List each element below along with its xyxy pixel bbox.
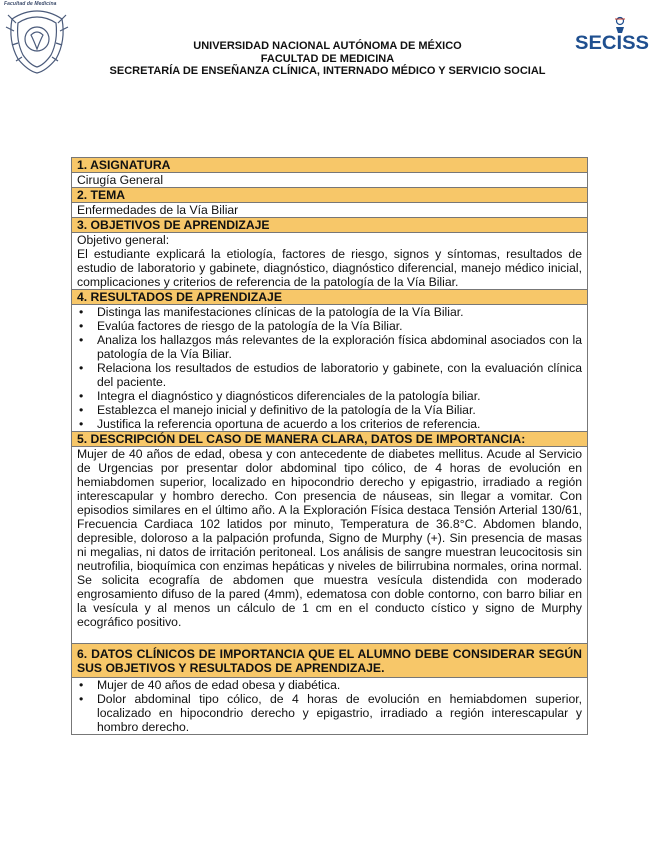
datos-body (72, 677, 587, 734)
seciss-logo-text: SECISS (575, 33, 649, 54)
document-header (0, 0, 655, 90)
heading-line-secretariat: SECRETARÍA DE ENSEÑANZA CLÍNICA, INTERNADO MÉDICO Y SERVICIO SOCIAL (109, 65, 546, 77)
list-item: • Dolor abdominal tipo cólico, de 4 horas de evolución en hemiabdomen superior, localizado en hipocondrio derecho y epigastrio, irradiado a región interescapular y hombro derecho. (77, 692, 582, 734)
heading-line-faculty: FACULTAD DE MEDICINA (260, 52, 395, 65)
resultados-body (72, 304, 587, 431)
section-header-caso: 5. DESCRIPCIÓN DEL CASO DE MANERA CLARA, DATOS DE IMPORTANCIA: (72, 431, 587, 446)
seciss-logo (575, 14, 650, 56)
case-table (71, 157, 588, 735)
list-item: • Distinga las manifestaciones clínicas de la patología de la Vía Biliar. (77, 305, 582, 319)
section-header-asignatura: 1. ASIGNATURA (72, 158, 587, 172)
asignatura-value: Cirugía General (72, 172, 587, 187)
section-header-resultados: 4. RESULTADOS DE APRENDIZAJE (72, 289, 587, 304)
list-item: • Mujer de 40 años de edad obesa y diabética. (77, 678, 582, 692)
resultados-list (77, 305, 582, 431)
heading-line-university: UNIVERSIDAD NACIONAL AUTÓNOMA DE MÉXICO (193, 40, 462, 52)
objetivo-general-text: El estudiante explicará la etiología, factores de riesgo, signos y síntomas, resultados de estudio de laboratorio y gabinete, diagnóstico, diagnóstico diferencial, manejo médico inicial, complicaciones y criterios de referencia de la patología de la Vía Biliar. (77, 247, 582, 289)
list-item: • Analiza los hallazgos más relevantes de la exploración física abdominal asociados con la patología de la Vía Biliar. (77, 333, 582, 361)
list-item: • Integra el diagnóstico y diagnósticos diferenciales de la patología biliar. (77, 389, 582, 403)
objetivos-body (72, 232, 587, 289)
seciss-emblem-icon (615, 18, 625, 34)
list-item: • Justifica la referencia oportuna de acuerdo a los criterios de referencia. (77, 417, 582, 431)
list-item: • Relaciona los resultados de estudios de laboratorio y gabinete, con la evaluación clínica del paciente. (77, 361, 582, 389)
objetivo-general-label: Objetivo general: (77, 233, 170, 247)
datos-list (77, 678, 582, 734)
unam-logo-caption: Facultad de Medicina (4, 1, 57, 7)
section-header-datos: 6. DATOS CLÍNICOS DE IMPORTANCIA QUE EL ALUMNO DEBE CONSIDERAR SEGÚN SUS OBJETIVOS Y RESULTADOS DE APRENDIZAJE. (72, 643, 587, 677)
list-item: • Establezca el manejo inicial y definitivo de la patología de la Vía Biliar. (77, 403, 582, 417)
tema-value: Enfermedades de la Vía Biliar (72, 202, 587, 217)
section-header-tema: 2. TEMA (72, 187, 587, 202)
institution-heading (0, 40, 655, 78)
list-item: • Evalúa factores de riesgo de la patología de la Vía Biliar. (77, 319, 582, 333)
caso-description: Mujer de 40 años de edad, obesa y con antecedente de diabetes mellitus. Acude al Servicio de Urgencias por presentar dolor abdominal tipo cólico, de 4 horas de evolución en hemiabdomen superior, localizado en hipocondrio derecho y epigastrio, irradiado a región interescapular y hombro derecho. Con presencia de náuseas, sin llegar a vomitar. Con episodios similares en el último año. A la Exploración Física destaca Tensión Arterial 130/61, Frecuencia Cardiaca 102 latidos por minuto, Temperatura de 36.8°C. Abdomen blando, depresible, doloroso a la palpación profunda, Signo de Murphy (+). Sin presencia de masas ni megalias, ni datos de irritación peritoneal. Los análisis de sangre muestran leucocitosis sin neutrofilia, bioquímica con enzimas hepáticas y niveles de bilirrubina normales, orina normal. Se solicita ecografía de abdomen que muestra vesícula distendida con moderado engrosamiento difuso de la pared (4mm), edematosa con doble contorno, con barro biliar en la vesícula y al menos un cálculo de 1 cm en el conducto cístico y signo de Murphy ecográfico positivo. (72, 446, 587, 643)
section-header-objetivos: 3. OBJETIVOS DE APRENDIZAJE (72, 217, 587, 232)
